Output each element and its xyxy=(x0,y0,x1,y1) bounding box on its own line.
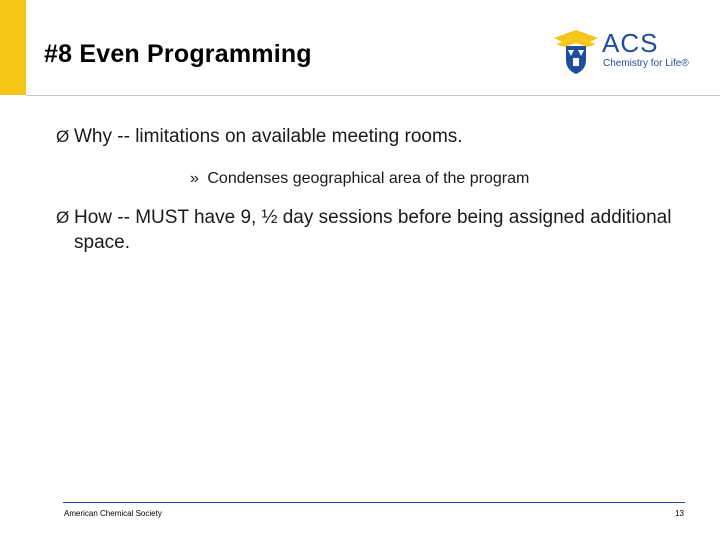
logo-wordmark: ACS xyxy=(602,28,659,58)
bullet-text: Why -- limitations on available meeting rooms. xyxy=(74,126,463,147)
sub-bullet-text: Condenses geographical area of the program xyxy=(207,170,530,187)
page-number: 13 xyxy=(675,509,684,518)
bullet-text: How -- MUST have 9, ½ day sessions before being assigned additional space. xyxy=(74,207,672,253)
arrow-bullet-icon: Ø xyxy=(56,127,70,146)
arrow-bullet-icon: Ø xyxy=(56,208,70,227)
acs-eagle-shield-icon xyxy=(552,28,600,76)
footer-organization: American Chemical Society xyxy=(64,509,162,518)
acs-logo xyxy=(552,28,692,80)
bullet-item xyxy=(56,205,686,255)
sub-bullet-item xyxy=(190,170,529,188)
footer-divider xyxy=(63,502,685,503)
slide-title: #8 Even Programming xyxy=(44,40,312,68)
accent-bar xyxy=(0,0,26,95)
bullet-item xyxy=(56,124,686,149)
logo-tagline: Chemistry for Life® xyxy=(603,58,689,69)
sub-bullet-marker: » xyxy=(190,170,199,187)
title-divider xyxy=(26,95,720,96)
